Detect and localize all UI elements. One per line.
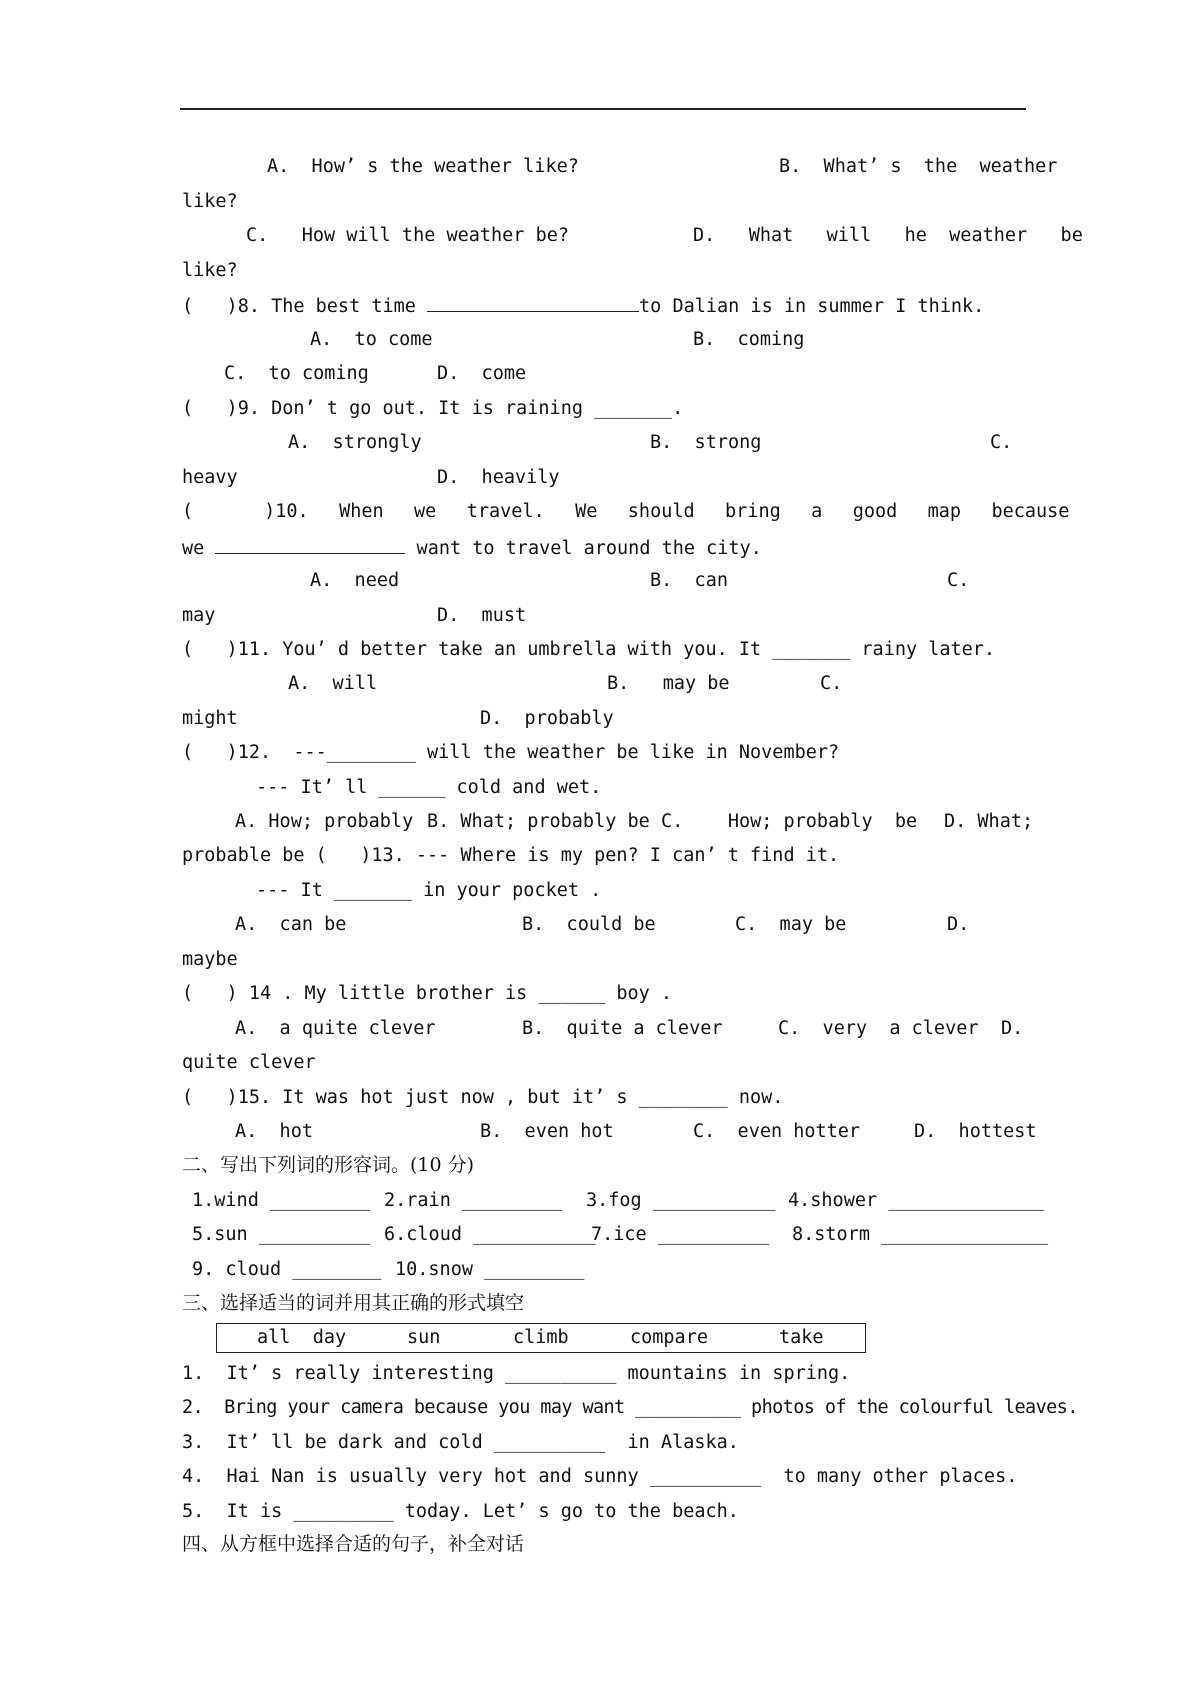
- q14-option-d-cont: quite clever: [182, 1052, 316, 1073]
- adjective-item: 4.shower ______________: [788, 1190, 1045, 1211]
- header-rule: [180, 108, 1026, 110]
- word-box-item: climb: [513, 1327, 569, 1348]
- q10-option-b: B. can: [650, 570, 728, 591]
- q10-option-c-cont: may: [182, 605, 216, 626]
- fill-in-item: 1. It’ s really interesting __________ mountains in spring.: [182, 1363, 851, 1384]
- fill-in-item: 4. Hai Nan is usually very hot and sunny __________ to many other places.: [182, 1466, 1018, 1487]
- q8-option-c: C. to coming: [224, 363, 369, 384]
- q11-option-d: D. probably: [480, 708, 614, 729]
- q13-option-a: A. can be: [235, 914, 347, 935]
- q15-option-b: B. even hot: [480, 1121, 614, 1142]
- adjective-item: 6.cloud ___________: [384, 1224, 596, 1245]
- q12-option-c: C. How; probably be: [661, 811, 918, 832]
- q11-option-a: A. will: [288, 673, 378, 694]
- word-box: [216, 1323, 866, 1353]
- q15-option-a: A. hot: [235, 1121, 313, 1142]
- q14-option-c: C. very a clever: [778, 1018, 979, 1039]
- adjective-item: 1.wind _________: [192, 1190, 371, 1211]
- q9-option-c-cont: heavy: [182, 467, 238, 488]
- question-8-prefix: ( )8. The best time: [182, 296, 428, 317]
- question-14: ( ) 14 . My little brother is ______ boy .: [182, 983, 673, 1004]
- fill-in-item: 3. It’ ll be dark and cold __________ in Alaska.: [182, 1432, 739, 1453]
- question-8-suffix: to Dalian is in summer I think.: [639, 296, 985, 317]
- q8-option-d: D. come: [437, 363, 527, 384]
- fill-in-item: 5. It is _________ today. Let’ s go to the beach.: [182, 1501, 739, 1522]
- adjective-item: 10.snow _________: [395, 1259, 585, 1280]
- q13-option-d-cont: maybe: [182, 949, 238, 970]
- q11-option-c: C.: [820, 673, 843, 694]
- q8-option-b: B. coming: [693, 329, 805, 350]
- adjective-item: 2.rain _________: [384, 1190, 563, 1211]
- q10-option-d: D. must: [437, 605, 527, 626]
- q13-option-d: D.: [947, 914, 970, 935]
- q12-option-b: B. What; probably be: [427, 811, 650, 832]
- q7-option-b: B. What’ s the weather: [779, 156, 1058, 177]
- q14-option-a: A. a quite clever: [235, 1018, 436, 1039]
- q10-option-c: C.: [947, 570, 970, 591]
- q9-option-a: A. strongly: [288, 432, 422, 453]
- q12-option-d: D. What;: [944, 811, 1034, 832]
- q7-option-c: C. How will the weather be?: [246, 225, 570, 246]
- q13-option-c: C. may be: [735, 914, 847, 935]
- question-10-line1: ( )10. When we travel. We should bring a good map because: [182, 501, 1070, 522]
- adjective-item: 7.ice __________: [591, 1224, 770, 1245]
- section-2-title: 二、写出下列词的形容词。(10 分): [182, 1154, 475, 1176]
- q9-option-c: C.: [990, 432, 1013, 453]
- question-11: ( )11. You’ d better take an umbrella with you. It _______ rainy later.: [182, 639, 996, 660]
- question-12-answer: --- It’ ll ______ cold and wet.: [256, 777, 602, 798]
- answer-blank: [215, 535, 405, 554]
- adjective-item: 9. cloud ________: [192, 1259, 382, 1280]
- q7-option-d-cont: like?: [182, 260, 238, 281]
- question-13: probable be ( )13. --- Where is my pen? I can’ t find it.: [182, 845, 840, 866]
- question-8: [182, 293, 984, 319]
- q14-option-d: D.: [1001, 1018, 1024, 1039]
- question-10-prefix: we: [182, 538, 216, 559]
- question-9: ( )9. Don’ t go out. It is raining _______.: [182, 398, 684, 419]
- section-3-title: 三、选择适当的词并用其正确的形式填空: [182, 1292, 525, 1314]
- q10-option-a: A. need: [310, 570, 400, 591]
- q15-option-d: D. hottest: [914, 1121, 1037, 1142]
- q7-option-a: A. How’ s the weather like?: [267, 156, 579, 177]
- q11-option-b: B. may be: [607, 673, 730, 694]
- q14-option-b: B. quite a clever: [522, 1018, 723, 1039]
- section-4-title: 四、从方框中选择合适的句子，补全对话: [182, 1533, 525, 1555]
- question-10-suffix: want to travel around the city.: [405, 538, 762, 559]
- adjective-item: 3.fog ___________: [586, 1190, 776, 1211]
- q8-option-a: A. to come: [310, 329, 433, 350]
- fill-in-item: 2. Bring your camera because you may want __________ photos of the colourful leaves.: [182, 1397, 1078, 1418]
- question-10-line2: [182, 535, 762, 561]
- answer-blank: [427, 293, 639, 312]
- word-box-item: compare: [630, 1327, 708, 1348]
- q13-option-b: B. could be: [522, 914, 656, 935]
- q15-option-c: C. even hotter: [693, 1121, 861, 1142]
- q9-option-b: B. strong: [650, 432, 762, 453]
- adjective-item: 8.storm _______________: [792, 1224, 1049, 1245]
- q12-option-a: A. How; probably: [235, 811, 414, 832]
- question-15: ( )15. It was hot just now , but it’ s ________ now.: [182, 1087, 784, 1108]
- question-12: ( )12. ---________ will the weather be like in November?: [182, 742, 840, 763]
- q7-option-d: D. What will he weather be: [693, 225, 1083, 246]
- question-13-answer: --- It _______ in your pocket .: [256, 880, 602, 901]
- word-box-item: all day: [257, 1327, 347, 1348]
- q9-option-d: D. heavily: [437, 467, 560, 488]
- q11-option-c-cont: might: [182, 708, 238, 729]
- word-box-item: sun: [407, 1327, 441, 1348]
- word-box-item: take: [779, 1327, 824, 1348]
- q7-option-b-cont: like?: [182, 191, 238, 212]
- adjective-item: 5.sun __________: [192, 1224, 371, 1245]
